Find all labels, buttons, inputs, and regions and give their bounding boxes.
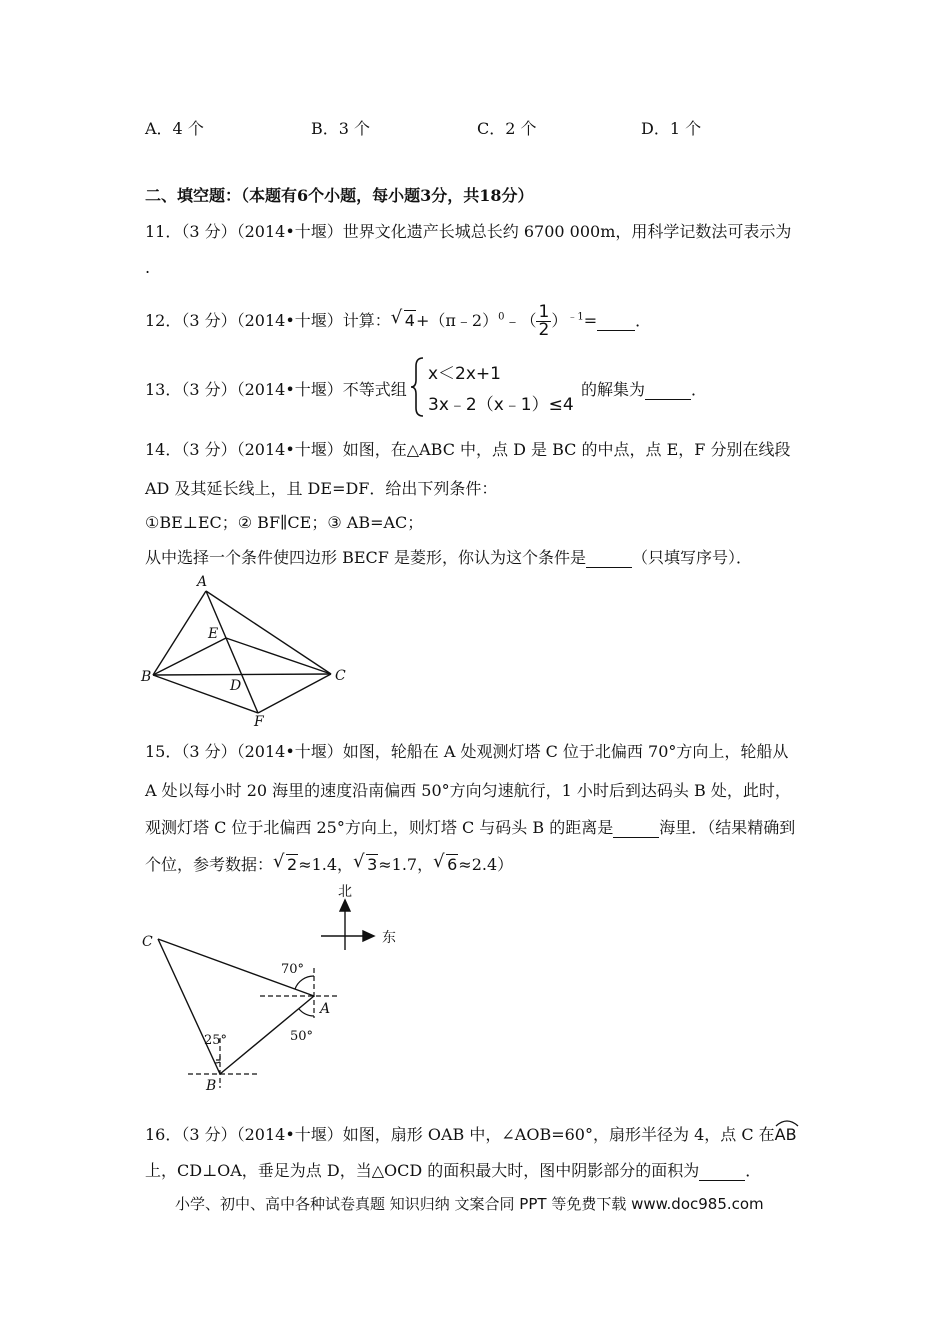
sqrt-symbol: √ 2 xyxy=(273,851,298,874)
q16-line2-b: ． xyxy=(745,1161,762,1180)
sqrt-symbol: √ 3 xyxy=(353,851,378,874)
inequality-2: 3x﹣2（x﹣1）≤4 xyxy=(428,395,574,415)
sqrt3-value: 3 xyxy=(367,855,378,874)
q16-line2-a: 上，CD⊥OA，垂足为点 D，当△OCD 的面积最大时，图中阴影部分的面积为 xyxy=(145,1161,700,1180)
sqrt2-value: 2 xyxy=(287,855,298,874)
q12-denominator: 2 xyxy=(538,320,550,340)
label-C: C xyxy=(335,668,346,684)
question-11-tail: . xyxy=(145,258,151,277)
angle-mark-25 xyxy=(216,1056,220,1060)
seg-AB xyxy=(153,591,206,675)
label-angle-25: 25° xyxy=(204,1033,228,1048)
q14-figure xyxy=(138,570,358,730)
q12-equals: = xyxy=(583,311,598,330)
q16-line1-row xyxy=(145,1122,797,1145)
q15-line1: 15．（3 分）（2014•十堰）如图，轮船在 A 处观测灯塔 C 位于北偏西 70°方向上，轮船从 xyxy=(145,742,789,761)
q14-line4-b: （只填写序号）． xyxy=(631,548,752,567)
q14-line4 xyxy=(145,545,752,568)
sqrt-symbol: √ 4 xyxy=(390,307,415,330)
angle-arc-70 xyxy=(295,976,314,989)
q16-line1: 16．（3 分）（2014•十堰）如图，扇形 OAB 中，∠AOB=60°，扇形半径为 4，点 C 在 xyxy=(145,1125,775,1144)
inequality-system xyxy=(410,356,580,418)
answer-blank xyxy=(613,818,659,838)
q12-exp-neg1: ﹣1 xyxy=(567,311,584,323)
label-north: 北 xyxy=(338,884,352,900)
seg-CB xyxy=(158,939,220,1074)
q12-minus: ﹣（ xyxy=(504,311,537,330)
q16-line2 xyxy=(145,1158,761,1181)
arc-icon xyxy=(775,1119,799,1127)
answer-blank xyxy=(586,548,632,568)
option-c: C．2 个 xyxy=(477,119,537,138)
footer-banner: 小学、初中、高中各种试卷真题 知识归纳 文案合同 PPT 等免费下载 www.doc985.com xyxy=(175,1195,764,1213)
seg-AC xyxy=(206,591,331,674)
answer-blank xyxy=(645,380,691,400)
label-B: B xyxy=(206,1078,217,1094)
label-E: E xyxy=(208,626,219,642)
sqrt3-approx: ≈1.7， xyxy=(378,855,434,874)
north-arrow-icon xyxy=(340,900,350,911)
label-angle-50: 50° xyxy=(290,1029,314,1044)
q15-figure xyxy=(138,878,428,1098)
inequality-1: x＜2x+1 xyxy=(428,364,501,384)
q12-end: ． xyxy=(635,311,652,330)
label-D: D xyxy=(230,678,242,694)
q15-line4-prefix: 个位，参考数据： xyxy=(145,855,274,874)
q12-prefix: 12．（3 分）（2014•十堰）计算： xyxy=(145,311,391,330)
label-east: 东 xyxy=(382,930,396,946)
seg-EC xyxy=(226,638,331,674)
sqrt2-approx: ≈1.4， xyxy=(298,855,354,874)
q13-suffix-line xyxy=(581,377,707,400)
label-C: C xyxy=(142,934,153,950)
option-a: A．4 个 xyxy=(145,119,204,138)
q14-line3: ①BE⊥EC；② BF∥CE；③ AB=AC； xyxy=(145,513,424,532)
q12-close: ） xyxy=(551,311,568,330)
q15-line2: A 处以每小时 20 海里的速度沿南偏西 50°方向匀速航行，1 小时后到达码头 B 处，此时， xyxy=(145,781,791,800)
q15-line3-a: 观测灯塔 C 位于北偏西 25°方向上，则灯塔 C 与码头 B 的距离是 xyxy=(145,818,614,837)
q12-exp-zero: 0 xyxy=(498,311,505,323)
q13-prefix: 13．（3 分）（2014•十堰）不等式组 xyxy=(145,380,407,399)
q15-line3-b: 海里．（结果精确到 xyxy=(659,818,796,837)
question-11: 11．（3 分）（2014•十堰）世界文化遗产长城总长约 6700 000m，用科学记数法可表示为 xyxy=(145,222,792,241)
sqrt-symbol: √ 6 xyxy=(433,851,458,874)
label-A: A xyxy=(320,1001,331,1017)
q14-line4-a: 从中选择一个条件使四边形 BECF 是菱形，你认为这个条件是 xyxy=(145,548,586,567)
section-title: 二、填空题：（本题有6个小题，每小题3分，共18分） xyxy=(145,186,534,205)
q15-line3 xyxy=(145,815,795,838)
option-d: D．1 个 xyxy=(641,119,702,138)
option-b: B．3 个 xyxy=(311,119,371,138)
seg-AF xyxy=(206,591,258,713)
angle-arc-25 xyxy=(215,1062,220,1063)
label-angle-70: 70° xyxy=(281,962,305,977)
label-B: B xyxy=(141,669,152,685)
label-A: A xyxy=(197,574,208,590)
arc-AB xyxy=(775,1125,797,1144)
q13-end: ． xyxy=(691,380,708,399)
q13-suffix: 的解集为 xyxy=(581,380,646,399)
seg-BF xyxy=(153,675,258,713)
label-F: F xyxy=(254,714,264,730)
sqrt6-value: 6 xyxy=(447,855,458,874)
question-12 xyxy=(145,304,651,339)
q12-fraction xyxy=(536,304,551,339)
sqrt6-approx: ≈2.4） xyxy=(458,855,514,874)
q14-line1: 14．（3 分）（2014•十堰）如图，在△ABC 中，点 D 是 BC 的中点，点 E，F 分别在线段 xyxy=(145,440,791,459)
east-arrow-icon xyxy=(363,931,374,941)
q12-numerator: 1 xyxy=(538,302,550,322)
q12-plus: +（π﹣2） xyxy=(415,311,499,330)
angle-arc-50 xyxy=(299,1009,314,1016)
answer-blank xyxy=(699,1161,745,1181)
seg-FC xyxy=(258,674,331,713)
brace-icon xyxy=(410,356,426,418)
q12-sqrt-value: 4 xyxy=(404,311,415,330)
arc-text: AB xyxy=(774,1125,797,1144)
q15-line4 xyxy=(145,852,513,875)
answer-blank xyxy=(597,311,635,331)
q14-line2: AD 及其延长线上，且 DE=DF．给出下列条件： xyxy=(145,479,498,498)
